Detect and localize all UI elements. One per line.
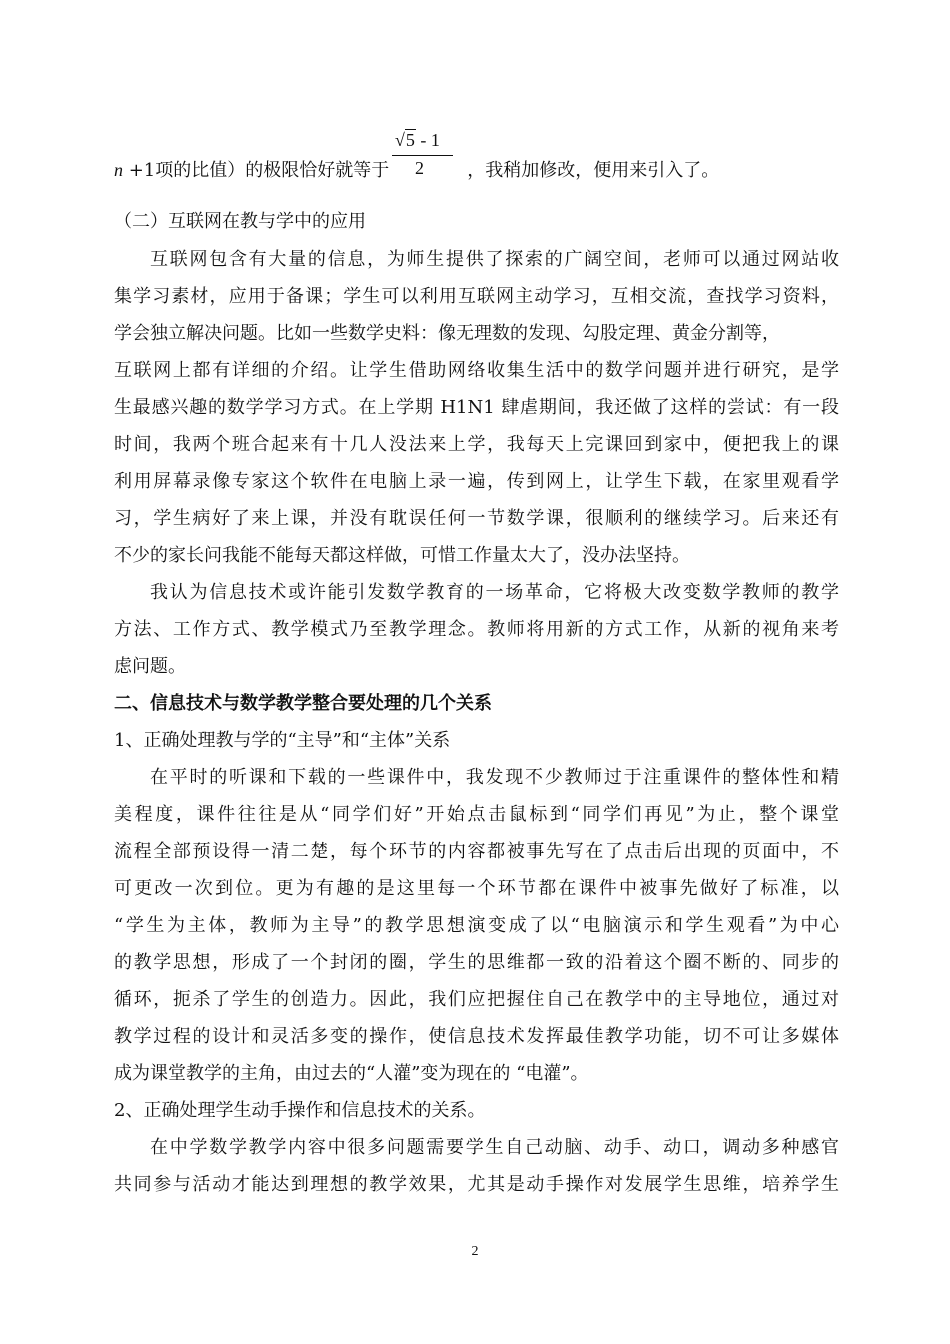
paragraph-line: 生最感兴趣的数学学习方式。在上学期 H1N1 肆虐期间，我还做了这样的尝试：有一段 [114, 397, 839, 418]
radicand: 5 [405, 130, 415, 150]
paragraph-line: 习，学生病好了来上课，并没有耽误任何一节数学课，很顺利的继续学习。后来还有 [114, 508, 839, 529]
subsection-heading: 1、正确处理教与学的“主导”和“主体”关系 [114, 730, 451, 751]
formula-denominator: 2 [415, 158, 424, 178]
paragraph-line: 的教学思想，形成了一个封闭的圈，学生的思维都一致的沿着这个圈不断的、同步的 [114, 952, 839, 973]
paragraph-line: 我认为信息技术或许能引发数学教育的一场革命，它将极大改变数学教师的教学 [150, 582, 839, 603]
paragraph-line: 互联网包含有大量的信息，为师生提供了探索的广阔空间，老师可以通过网站收 [150, 249, 839, 270]
radical-sign: √ [395, 130, 405, 150]
paragraph-line: 方法、工作方式、教学模式乃至教学理念。教师将用新的方式工作，从新的视角来考 [114, 619, 839, 640]
paragraph-line: 在中学数学教学内容中很多问题需要学生自己动脑、动手、动口，调动多种感官 [150, 1137, 839, 1158]
paragraph-line: 成为课堂教学的主角，由过去的“人灌”变为现在的 “电灌”。 [114, 1063, 589, 1084]
paragraph-line: 美程度，课件往往是从“同学们好”开始点击鼠标到“同学们再见”为止，整个课堂 [114, 804, 839, 825]
formula-numerator [395, 128, 440, 152]
paragraph-line: 流程全部预设得一清二楚，每个环节的内容都被事先写在了点击后出现的页面中，不 [114, 841, 839, 862]
subsection-heading: 2、正确处理学生动手操作和信息技术的关系。 [114, 1100, 486, 1121]
numerator-rest: - 1 [415, 130, 440, 150]
paragraph-line: 互联网上都有详细的介绍。让学生借助网络收集生活中的数学问题并进行研究，是学 [114, 360, 839, 381]
paragraph-line: 在平时的听课和下载的一些课件中，我发现不少教师过于注重课件的整体性和精 [150, 767, 839, 788]
paragraph-line: 教学过程的设计和灵活多变的操作，使信息技术发挥最佳教学功能，切不可让多媒体 [114, 1026, 839, 1047]
text-line: n +1项的比值）的极限恰好就等于 ，我稍加修改，便用来引入了。 [114, 160, 720, 181]
paragraph-line: 集学习素材，应用于备课；学生可以利用互联网主动学习，互相交流，查找学习资料， [114, 286, 839, 307]
paragraph-line: “学生为主体，教师为主导”的教学思想演变成了以“电脑演示和学生观看”为中心 [114, 915, 839, 936]
chapter-heading: 二、信息技术与数学教学整合要处理的几个关系 [114, 693, 492, 714]
paragraph-line: 虑问题。 [114, 656, 186, 677]
paragraph-line: 共同参与活动才能达到理想的教学效果，尤其是动手操作对发展学生思维，培养学生 [114, 1174, 839, 1195]
variable-n: n [114, 160, 123, 180]
paragraph-line: 利用屏幕录像专家这个软件在电脑上录一遍，传到网上，让学生下载，在家里观看学 [114, 471, 839, 492]
paragraph-line: 时间，我两个班合起来有十几人没法来上学，我每天上完课回到家中，便把我上的课 [114, 434, 839, 455]
section-heading: （二）互联网在教与学中的应用 [114, 211, 366, 232]
paragraph-line: 不少的家长问我能不能每天都这样做，可惜工作量太大了，没办法坚持。 [114, 545, 690, 566]
page-number: 2 [471, 1244, 479, 1259]
paragraph-line: 循环，扼杀了学生的创造力。因此，我们应把握住自己在教学中的主导地位，通过对 [114, 989, 839, 1010]
paragraph-line: 学会独立解决问题。比如一些数学史料：像无理数的发现、勾股定理、黄金分割等， [114, 323, 780, 344]
paragraph-line: 可更改一次到位。更为有趣的是这里每一个环节都在课件中被事先做好了标准，以 [114, 878, 839, 899]
